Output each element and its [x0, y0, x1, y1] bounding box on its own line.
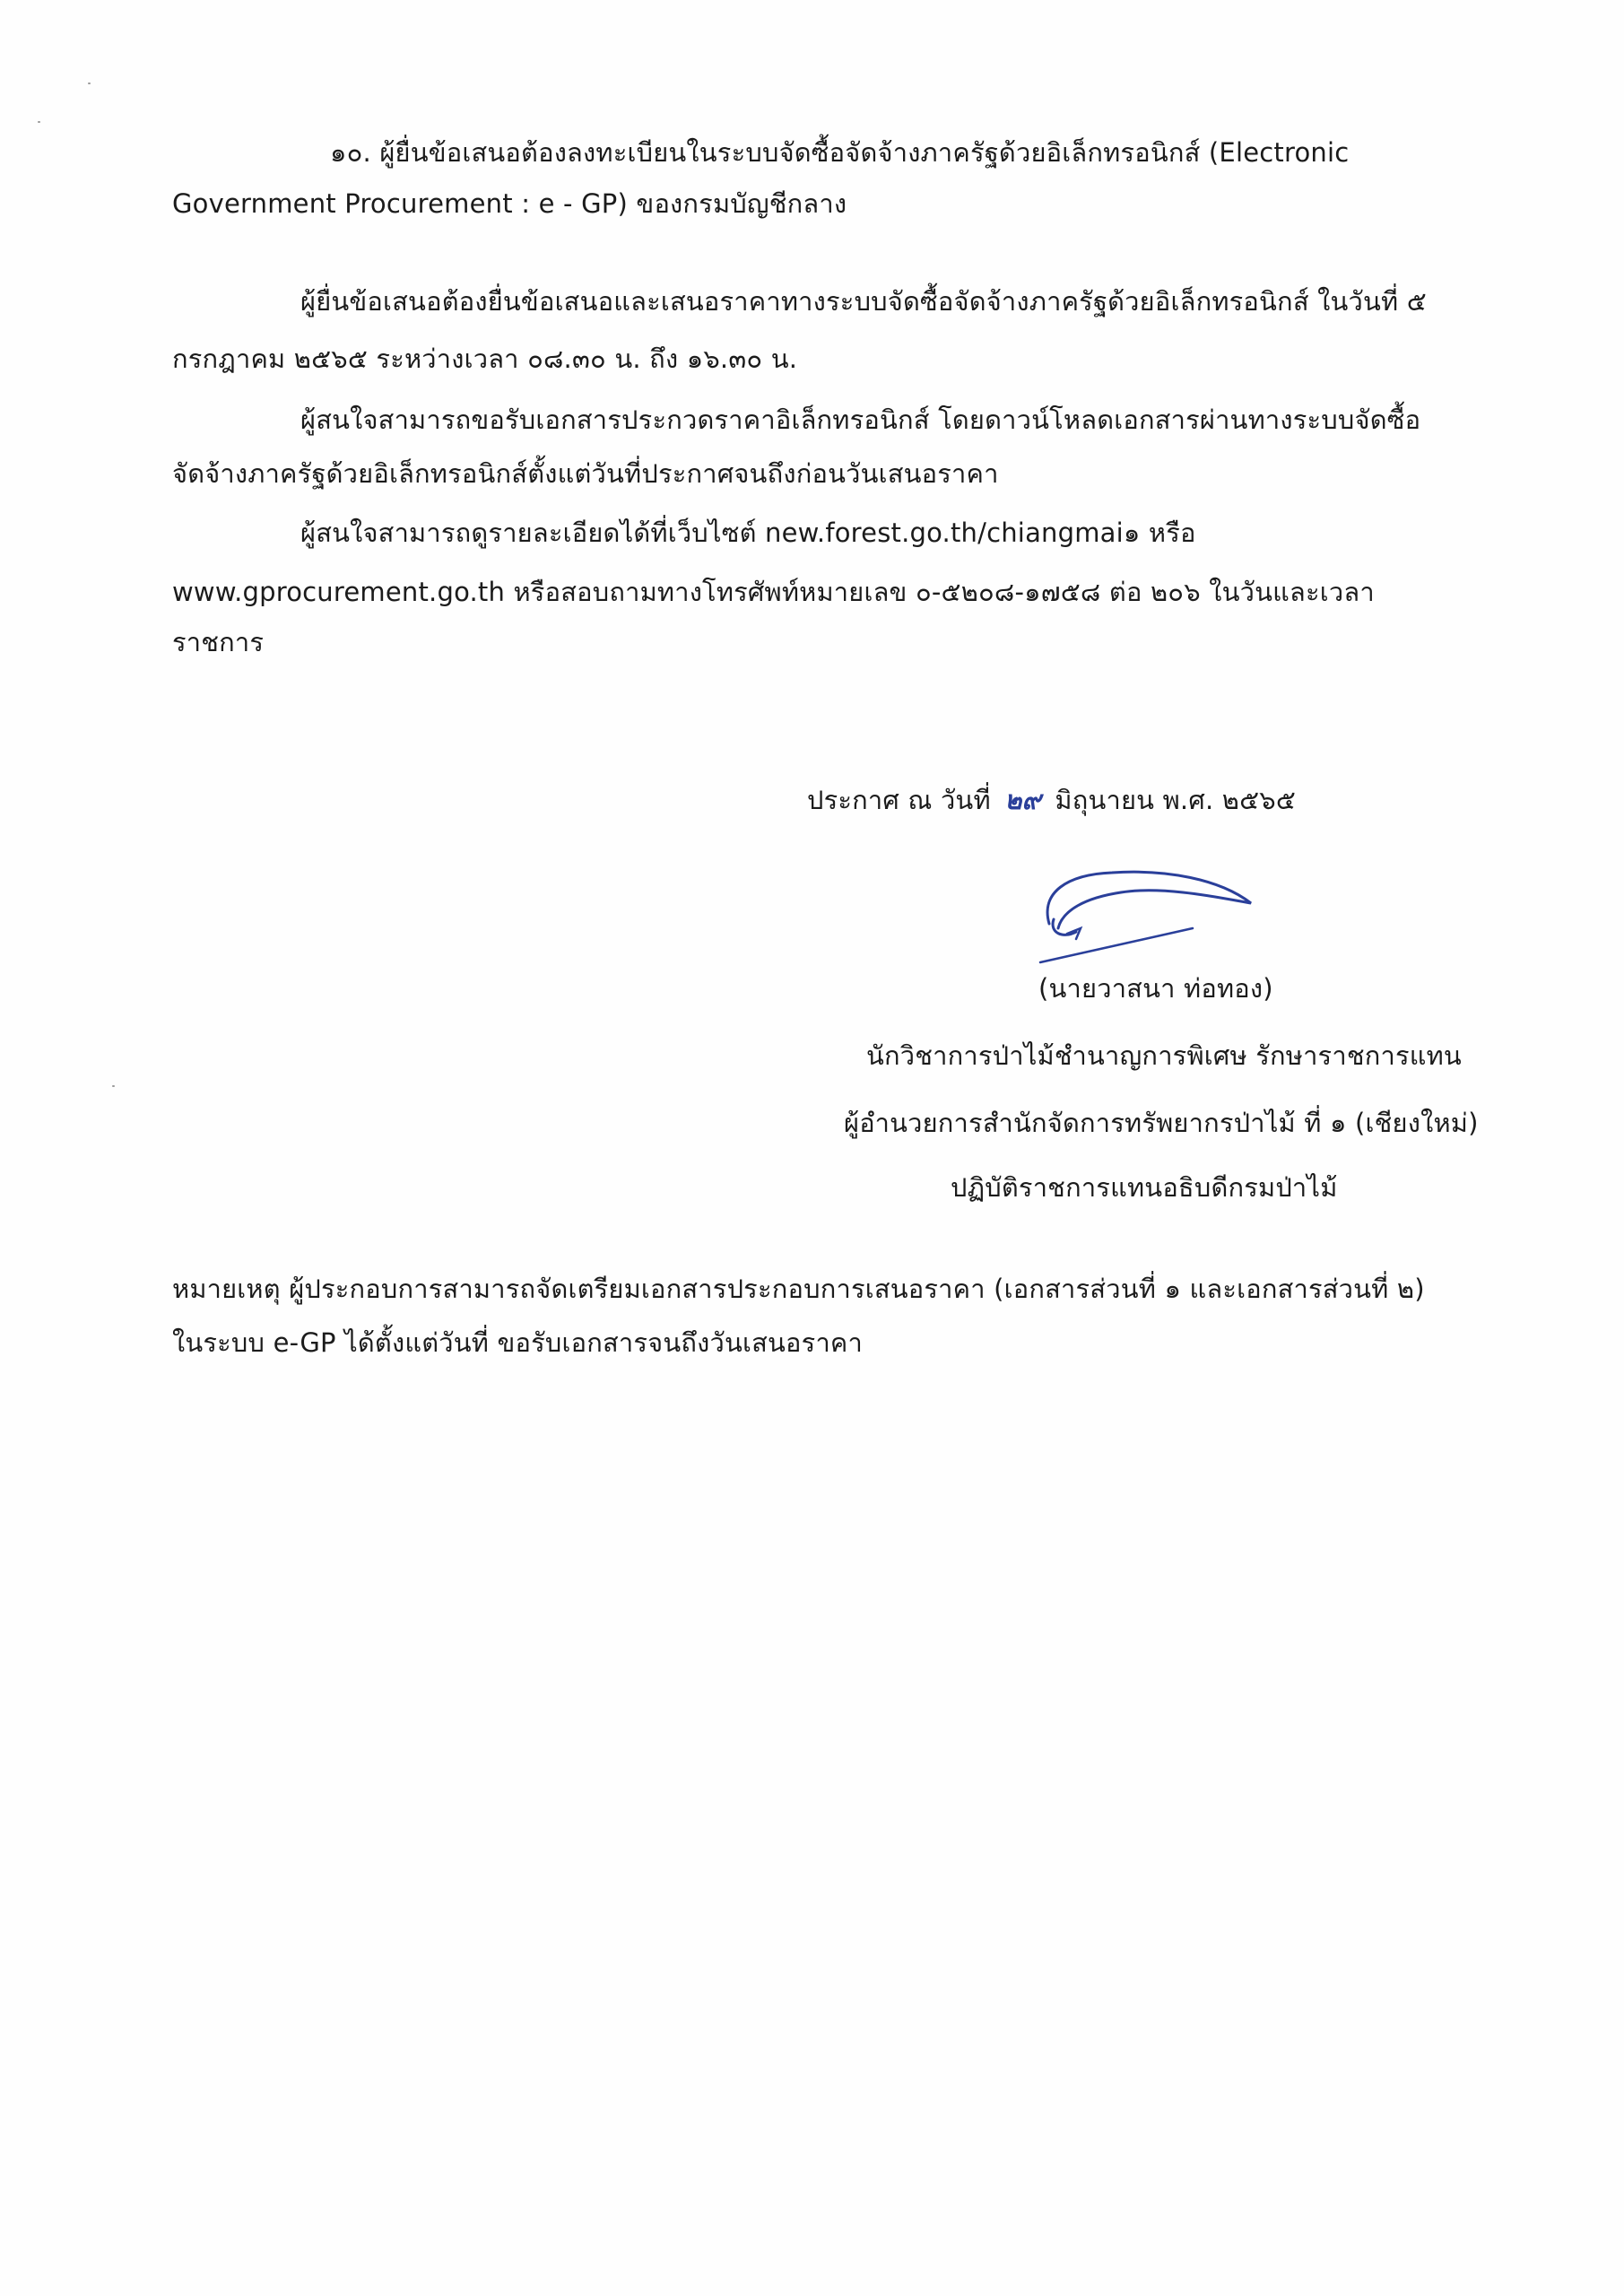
- details-line-1: ผู้สนใจสามารถดูรายละเอียดได้ที่เว็บไซต์ new.forest.go.th/chiangmai๑ หรือ: [300, 517, 1196, 548]
- announcement-prefix: ประกาศ ณ วันที่: [807, 785, 991, 815]
- signatory-position-2: ผู้อำนวยการสำนักจัดการทรัพยากรป่าไม้ ที่ ๑ (เชียงใหม่): [844, 1108, 1479, 1138]
- details-line-2: www.gprocurement.go.th หรือสอบถามทางโทรศัพท์หมายเลข ๐-๕๒๐๘-๑๗๕๘ ต่อ ๒๐๖ ในวันและเวลา: [172, 577, 1375, 607]
- remark-line-2: ในระบบ e-GP ได้ตั้งแต่วันที่ ขอรับเอกสารจนถึงวันเสนอราคา: [172, 1327, 864, 1358]
- signatory-position-1: นักวิชาการป่าไม้ชำนาญการพิเศษ รักษาราชการแทน: [866, 1040, 1462, 1071]
- announcement-day: ๒๙: [1004, 785, 1041, 815]
- submission-line-1: ผู้ยื่นข้อเสนอต้องยื่นข้อเสนอและเสนอราคาทางระบบจัดซื้อจัดจ้างภาครัฐด้วยอิเล็กทรอนิกส์ ในวันที่ ๕: [300, 286, 1427, 317]
- signatory-name: (นายวาสนา ท่อทอง): [1038, 973, 1273, 1004]
- scan-speck: [38, 121, 40, 123]
- announcement-date: [807, 782, 1296, 818]
- scan-speck: [88, 83, 91, 84]
- clause-10-line-2: Government Procurement : e - GP) ของกรมบัญชีกลาง: [172, 188, 847, 219]
- announcement-suffix: มิถุนายน พ.ศ. ๒๕๖๕: [1055, 785, 1297, 815]
- documents-line-1: ผู้สนใจสามารถขอรับเอกสารประกวดราคาอิเล็กทรอนิกส์ โดยดาวน์โหลดเอกสารผ่านทางระบบจัดซื้อ: [300, 404, 1421, 435]
- remark-line-1: หมายเหตุ ผู้ประกอบการสามารถจัดเตรียมเอกสารประกอบการเสนอราคา (เอกสารส่วนที่ ๑ และเอกสารส่วนที่ ๒): [172, 1274, 1425, 1304]
- details-line-3: ราชการ: [172, 627, 265, 657]
- signatory-position-3: ปฏิบัติราชการแทนอธิบดีกรมป่าไม้: [951, 1172, 1338, 1203]
- clause-10-line-1: ๑๐. ผู้ยื่นข้อเสนอต้องลงทะเบียนในระบบจัดซื้อจัดจ้างภาครัฐด้วยอิเล็กทรอนิกส์ (Electronic: [330, 137, 1350, 168]
- submission-line-2: กรกฎาคม ๒๕๖๕ ระหว่างเวลา ๐๘.๓๐ น. ถึง ๑๖.๓๐ น.: [172, 344, 798, 374]
- documents-line-2: จัดจ้างภาครัฐด้วยอิเล็กทรอนิกส์ตั้งแต่วันที่ประกาศจนถึงก่อนวันเสนอราคา: [172, 458, 999, 489]
- scan-speck: [112, 1085, 115, 1087]
- signature: [1031, 857, 1264, 982]
